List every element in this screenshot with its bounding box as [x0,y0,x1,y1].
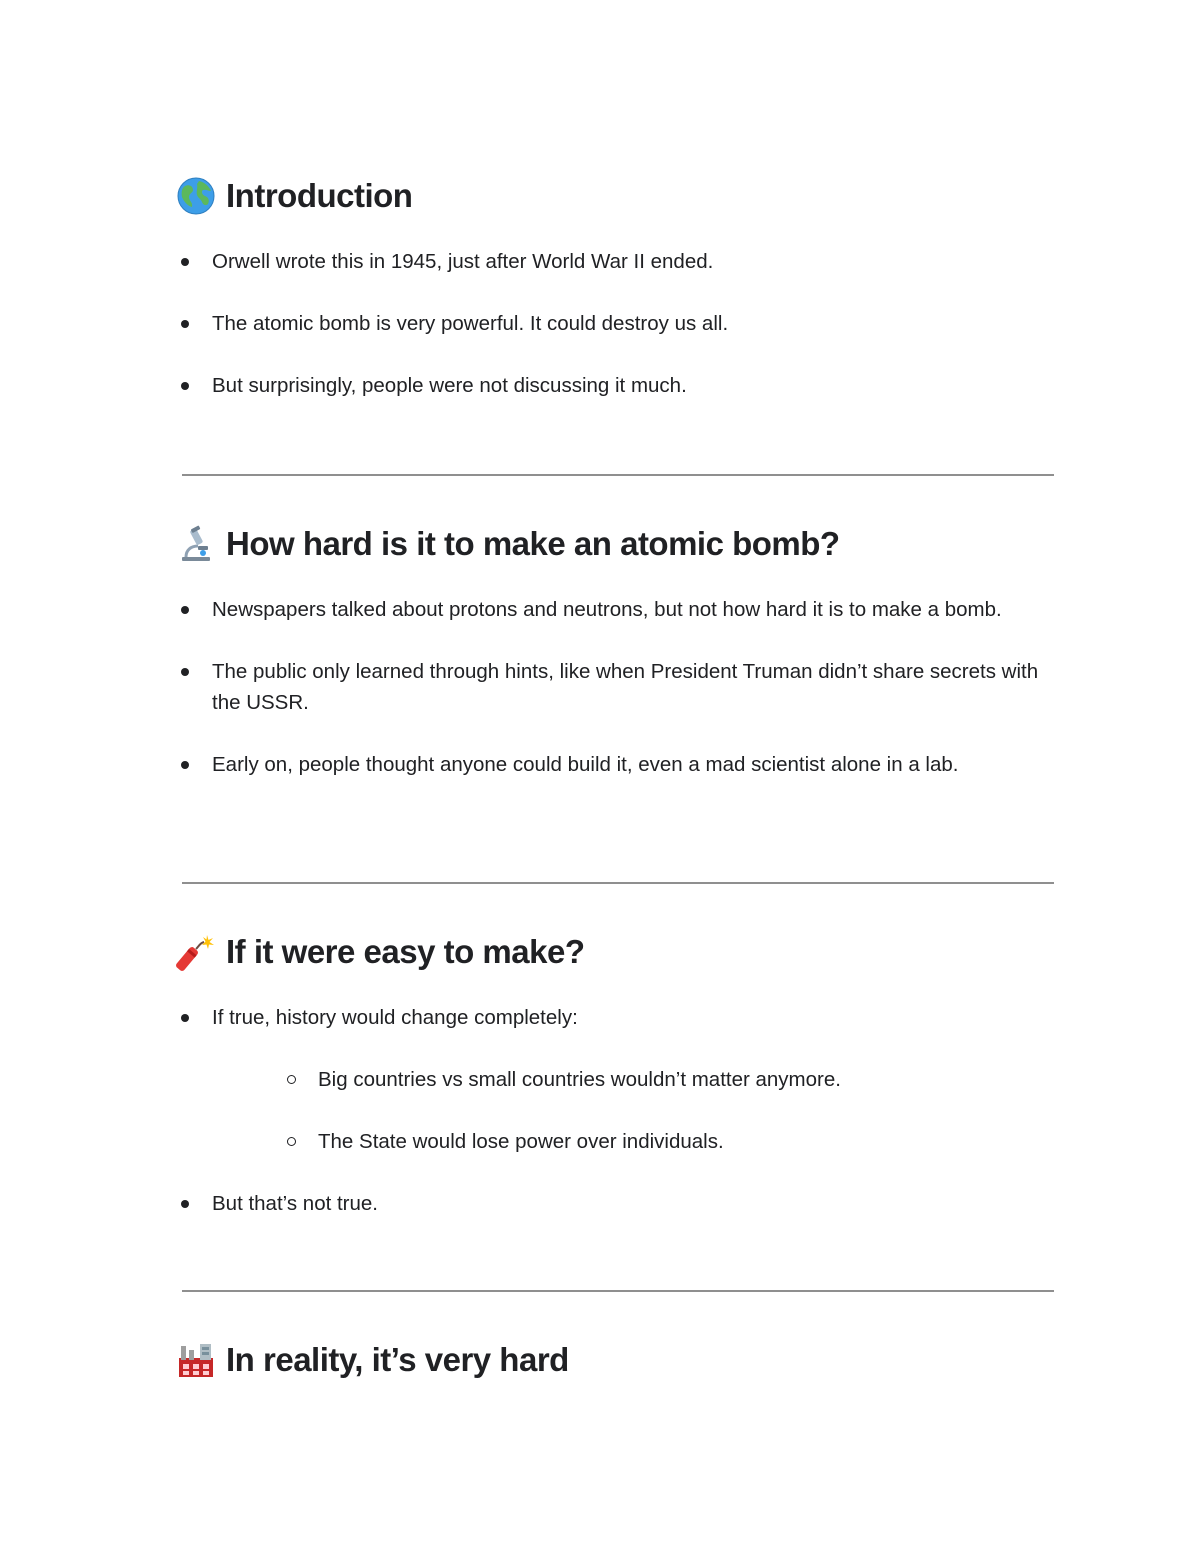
circle-bullet-icon [284,1126,298,1157]
bullet-icon [178,656,192,687]
sub-list-item [282,1064,1056,1095]
section-title: In reality, it’s very hard [226,1341,569,1378]
list-item-text: The atomic bomb is very powerful. It could destroy us all. [212,312,729,335]
list-item-text: The public only learned through hints, like when President Truman didn’t share secrets with the USSR. [212,660,1039,714]
section-divider [182,882,1054,884]
section-title: Introduction [226,177,413,214]
section-heading [176,1338,1056,1382]
list-item-text: Orwell wrote this in 1945, just after World War II ended. [212,250,714,273]
circle-bullet-icon [284,1064,298,1095]
section-if-easy [176,930,1056,1250]
list-item-text: But surprisingly, people were not discussing it much. [212,374,687,397]
microscope-icon [176,524,216,564]
bullet-icon [178,1002,192,1033]
section-divider [182,1290,1054,1292]
list-item-text: If true, history would change completely: [212,1006,578,1029]
bullet-icon [178,308,192,339]
bullet-icon [178,1188,192,1219]
bullet-icon [178,749,192,780]
firecracker-icon [176,932,216,972]
bullet-list [176,1002,1056,1219]
list-item [176,308,1056,339]
section-heading [176,522,1056,566]
list-item [176,1002,1056,1157]
list-item-text: Newspapers talked about protons and neutrons, but not how hard it is to make a bomb. [212,598,1002,621]
bullet-list [176,246,1056,401]
list-item [176,594,1056,625]
list-item-text: The State would lose power over individuals. [318,1130,724,1153]
section-introduction [176,174,1056,432]
section-bomb-difficulty [176,522,1056,811]
list-item [176,1188,1056,1219]
list-item [176,749,1056,780]
bullet-icon [178,370,192,401]
list-item-text: Early on, people thought anyone could build it, even a mad scientist alone in a lab. [212,753,959,776]
bullet-list [176,594,1056,780]
section-heading [176,930,1056,974]
factory-icon [176,1340,216,1380]
section-in-reality [176,1338,1056,1382]
section-title: How hard is it to make an atomic bomb? [226,525,840,562]
sub-list-item [282,1126,1056,1157]
globe-icon [176,176,216,216]
list-item [176,370,1056,401]
section-heading [176,174,1056,218]
list-item [176,656,1056,718]
bullet-icon [178,246,192,277]
section-divider [182,474,1054,476]
section-title: If it were easy to make? [226,933,585,970]
list-item-text: Big countries vs small countries wouldn’t matter anymore. [318,1068,841,1091]
list-item-text: But that’s not true. [212,1192,379,1215]
list-item [176,246,1056,277]
sub-bullet-list [212,1064,1056,1157]
bullet-icon [178,594,192,625]
